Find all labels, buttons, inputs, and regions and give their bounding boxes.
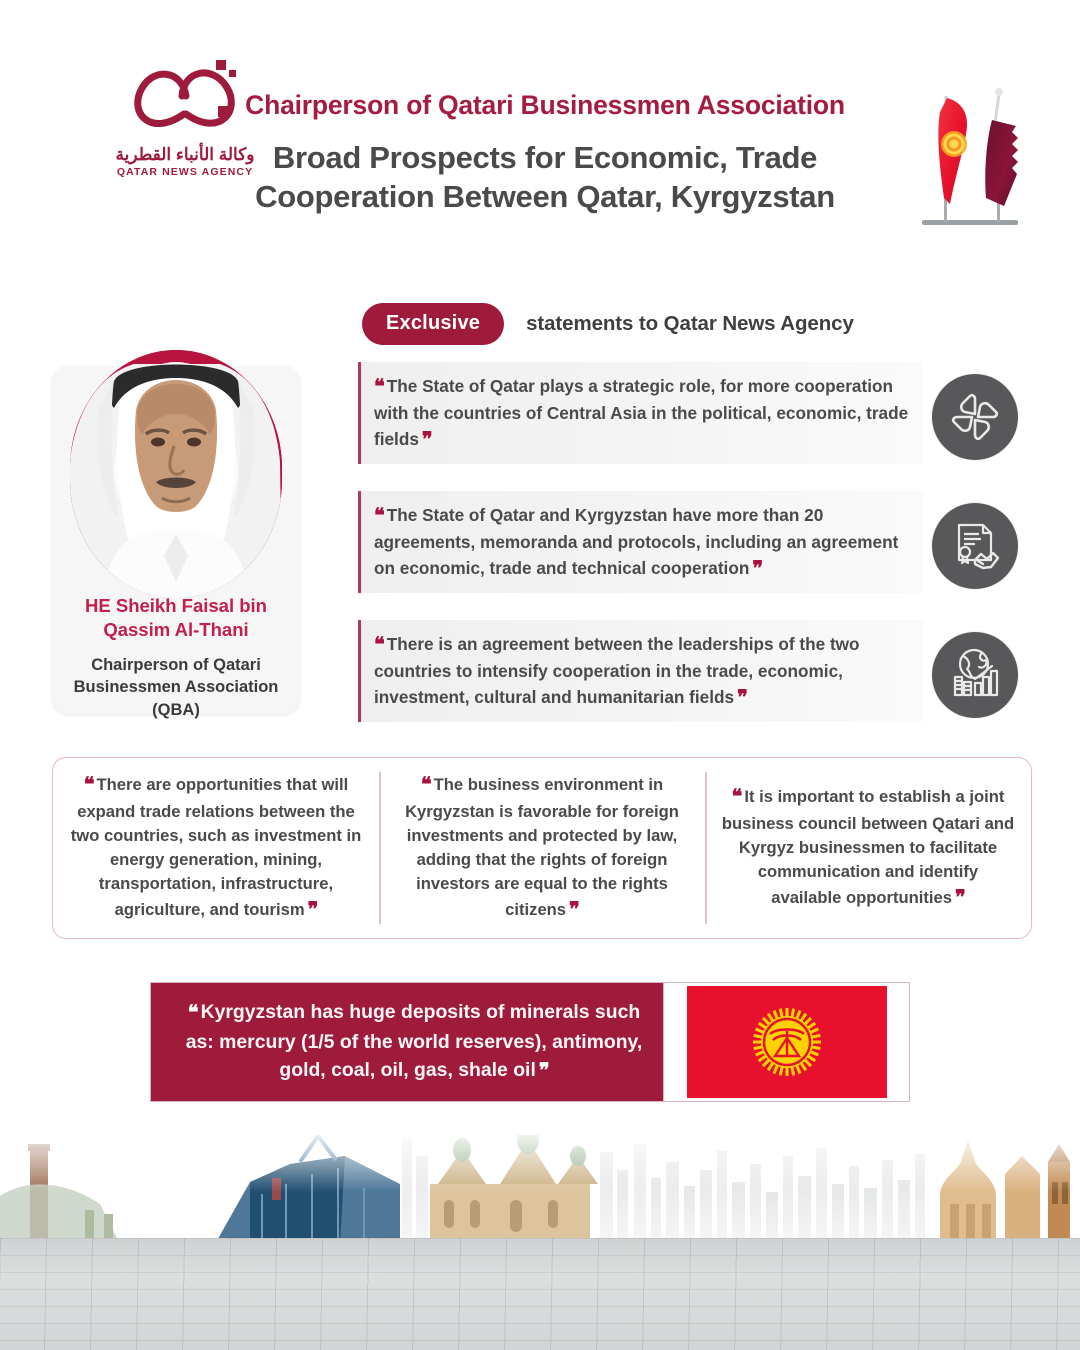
skyline-illustration <box>0 1135 1080 1246</box>
plaza-ground <box>0 1238 1080 1350</box>
profile-role: Chairperson of Qatari Businessmen Association (QBA) <box>73 656 279 719</box>
middle-quote-card <box>379 758 705 938</box>
flag-finial <box>995 88 1003 96</box>
quote-text-wrapper <box>151 992 663 1093</box>
page-kicker: Chairperson of Qatari Businessmen Association <box>245 90 845 120</box>
quote-row <box>358 491 1048 601</box>
page-title-line-2: Cooperation Between Qatar, Kyrgyzstan <box>255 179 835 215</box>
logo-square-2 <box>229 70 236 77</box>
highlight-banner <box>150 982 910 1102</box>
kyrgyzstan-sun-icon <box>753 1008 821 1076</box>
quote-card <box>358 362 923 464</box>
flags-illustration <box>900 78 1040 238</box>
exclusive-row <box>362 303 854 345</box>
footer-skyline <box>0 1135 1080 1350</box>
quote-open-mark: ❝ <box>83 774 94 797</box>
quote-open-mark: ❝ <box>187 1001 198 1024</box>
middle-quote-card <box>53 758 379 938</box>
quote-close-mark: ❞ <box>954 886 965 909</box>
quote-text: The business environment in Kyrgyzstan is favorable for foreign investments and protected by law, adding that the rights of foreign investors are equal to the rights citizens <box>405 775 679 919</box>
middle-quote-card <box>705 758 1031 938</box>
quote-text: The State of Qatar plays a strategic role, for more cooperation with the countries of Central Asia in the political, economic, trade fields <box>374 376 909 449</box>
quote-text: It is important to establish a joint business council between Qatari and Kyrgyz businessmen to facilitate communication and identify available opportunities <box>721 787 1015 907</box>
skyline-graphic <box>0 1135 1080 1246</box>
quote-open-mark: ❝ <box>374 505 384 527</box>
quote-close-mark: ❞ <box>752 557 763 580</box>
quote-close-mark: ❞ <box>737 686 747 709</box>
quote-text-wrapper <box>374 502 909 583</box>
quote-text: Kyrgyzstan has huge deposits of minerals such as: mercury (1/5 of the world reserves), antimony, gold, coal, oil, gas, shale oil <box>185 1000 643 1082</box>
quote-text-wrapper <box>721 783 1015 912</box>
logo-square-1 <box>216 60 226 70</box>
flag-stand <box>922 220 1018 225</box>
global-economy-chart-icon <box>932 632 1018 718</box>
qatar-flag <box>985 120 1018 206</box>
header <box>0 30 1080 230</box>
quote-open-mark: ❝ <box>374 634 384 656</box>
portrait-photo <box>70 350 282 598</box>
global-economy-chart-glyph <box>945 645 1005 705</box>
qna-logo-english-text: QATAR NEWS AGENCY <box>116 166 254 178</box>
kyrgyzstan-flag <box>687 986 887 1098</box>
quote-card <box>358 620 923 722</box>
avatar <box>70 350 282 598</box>
quote-text: There are opportunities that will expand trade relations between the two countries, such as investment in energy generation, mining, transportation, infrastructure, agriculture, and tourism <box>70 775 362 919</box>
agreement-handshake-glyph <box>945 516 1005 576</box>
quote-open-mark: ❝ <box>731 786 742 809</box>
quote-text-wrapper <box>395 771 689 924</box>
quote-row <box>358 620 1048 730</box>
quote-close-mark: ❞ <box>421 428 432 451</box>
page-title <box>200 138 890 217</box>
quote-close-mark: ❞ <box>538 1060 549 1083</box>
top-quote-list <box>358 362 1048 749</box>
profile-name: HE Sheikh Faisal bin Qassim Al-Thani <box>85 595 267 641</box>
qna-logo-arabic-text: وكالة الأنباء القطرية <box>115 145 255 164</box>
agreement-handshake-icon <box>932 503 1018 589</box>
quote-open-mark: ❝ <box>374 376 384 398</box>
quote-open-mark: ❝ <box>420 774 431 797</box>
middle-quote-group <box>52 757 1032 939</box>
flags-pair <box>900 78 1040 238</box>
quote-close-mark: ❞ <box>569 898 579 921</box>
profile-card <box>52 366 300 719</box>
title-block <box>200 90 890 217</box>
quote-text: There is an agreement between the leaderships of the two countries to intensify cooperation in the trade, economic, investment, cultural and humanitarian fields <box>374 634 860 707</box>
quote-text-wrapper <box>69 771 363 924</box>
quote-text-wrapper <box>374 373 909 454</box>
page-title-line-1: Broad Prospects for Economic, Trade <box>272 139 818 175</box>
quote-close-mark: ❞ <box>307 898 318 921</box>
quote-card <box>358 491 923 593</box>
exclusive-badge: Exclusive <box>362 303 504 345</box>
quote-text: The State of Qatar and Kyrgyzstan have more than 20 agreements, memoranda and protocols, including an agreement on economic, trade and technical cooperation <box>374 505 899 578</box>
kyrgyzstan-sun-icon <box>941 131 967 157</box>
banner-flag-container <box>663 983 909 1101</box>
exclusive-caption: statements to Qatar News Agency <box>526 312 854 335</box>
teamwork-hands-icon <box>932 374 1018 460</box>
quote-text-wrapper <box>374 631 909 712</box>
quote-row <box>358 362 1048 472</box>
teamwork-hands-glyph <box>945 387 1005 447</box>
